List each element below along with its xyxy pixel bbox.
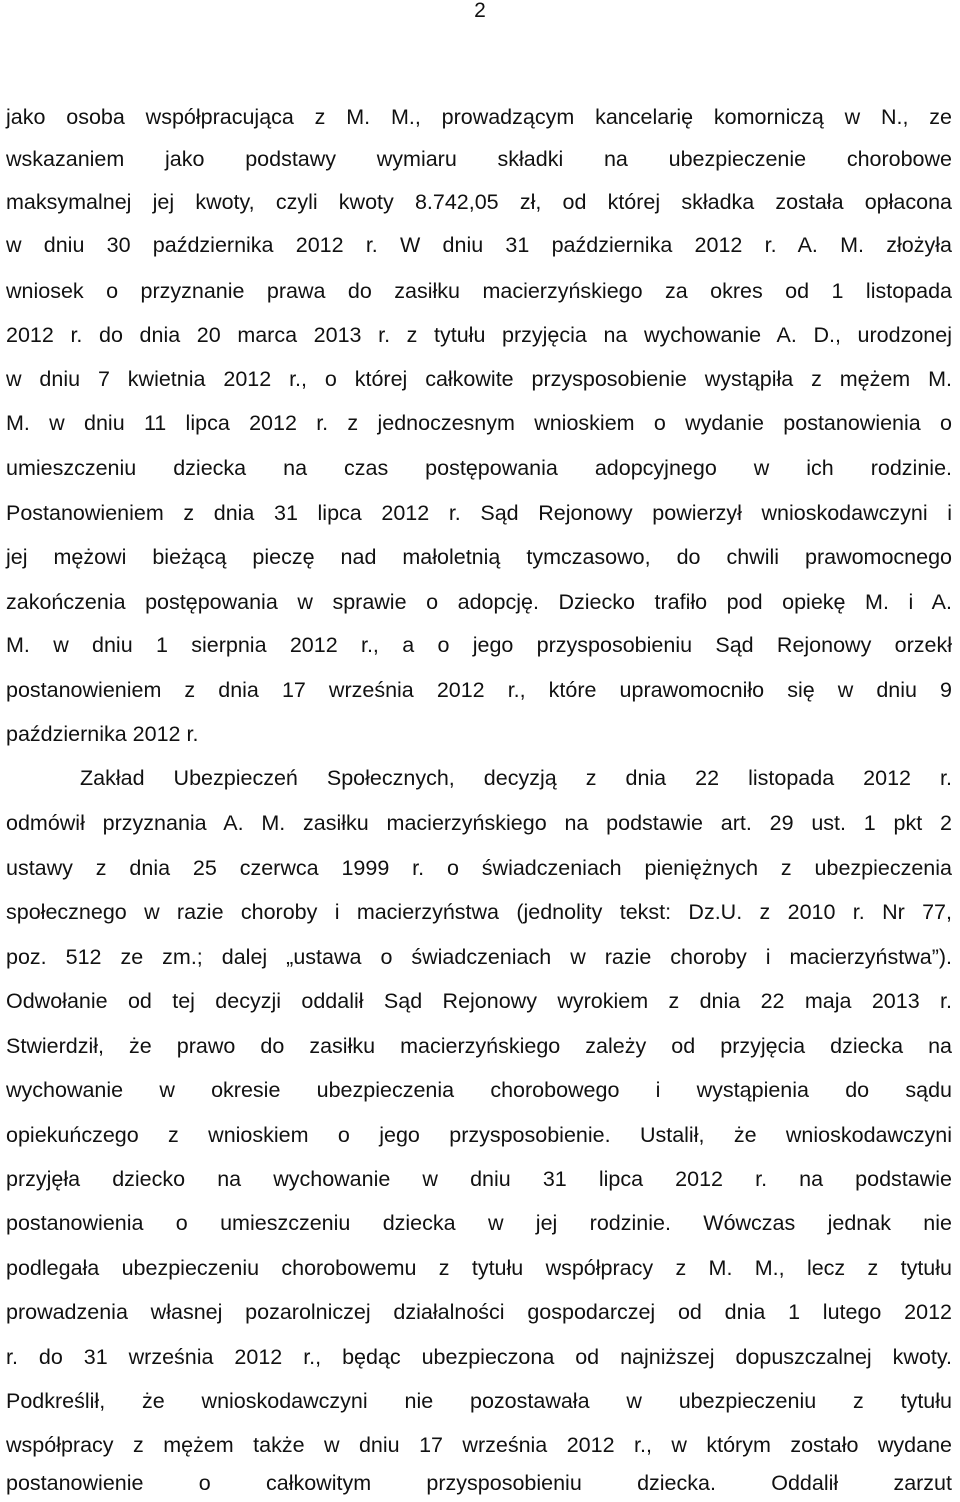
text-line: w dniu 30 października 2012 r. W dniu 31 października 2012 r. A. M. złożyła: [6, 233, 952, 257]
text-line: wskazaniem jako podstawy wymiaru składki na ubezpieczenie chorobowe: [6, 147, 952, 171]
text-line: r. do 31 września 2012 r., będąc ubezpieczona od najniższej dopuszczalnej kwoty.: [6, 1345, 952, 1369]
text-line: Odwołanie od tej decyzji oddalił Sąd Rejonowy wyrokiem z dnia 22 maja 2013 r.: [6, 989, 952, 1013]
text-line: podlegała ubezpieczeniu chorobowemu z tytułu współpracy z M. M., lecz z tytułu: [6, 1256, 952, 1280]
text-line: M. w dniu 11 lipca 2012 r. z jednoczesnym wnioskiem o wydanie postanowienia o: [6, 411, 952, 435]
text-line: Postanowieniem z dnia 31 lipca 2012 r. Sąd Rejonowy powierzył wnioskodawczyni i: [6, 501, 952, 525]
text-line: 2012 r. do dnia 20 marca 2013 r. z tytułu przyjęcia na wychowanie A. D., urodzonej: [6, 323, 952, 347]
text-line: października 2012 r.: [6, 722, 199, 746]
text-line: opiekuńczego z wnioskiem o jego przysposobienie. Ustalił, że wnioskodawczyni: [6, 1123, 952, 1147]
text-line: M. w dniu 1 sierpnia 2012 r., a o jego przysposobieniu Sąd Rejonowy orzekł: [6, 633, 952, 657]
text-line: umieszczeniu dziecka na czas postępowania adopcyjnego w ich rodzinie.: [6, 456, 952, 480]
text-line: ustawy z dnia 25 czerwca 1999 r. o świadczeniach pieniężnych z ubezpieczenia: [6, 856, 952, 880]
text-line: w dniu 7 kwietnia 2012 r., o której całkowite przysposobienie wystąpiła z mężem M.: [6, 367, 952, 391]
text-line: maksymalnej jej kwoty, czyli kwoty 8.742,05 zł, od której składka została opłacona: [6, 190, 952, 214]
text-line: wychowanie w okresie ubezpieczenia chorobowego i wystąpienia do sądu: [6, 1078, 952, 1102]
text-line: postanowieniem z dnia 17 września 2012 r., które uprawomocniło się w dniu 9: [6, 678, 952, 702]
text-line: jej mężowi bieżącą pieczę nad małoletnią tymczasowo, do chwili prawomocnego: [6, 545, 952, 569]
text-line: Stwierdził, że prawo do zasiłku macierzyńskiego zależy od przyjęcia dziecka na: [6, 1034, 952, 1058]
text-line: jako osoba współpracująca z M. M., prowadzącym kancelarię komorniczą w N., ze: [6, 105, 952, 129]
text-line: wniosek o przyznanie prawa do zasiłku macierzyńskiego za okres od 1 listopada: [6, 279, 952, 303]
text-line: poz. 512 ze zm.; dalej „ustawa o świadczeniach w razie choroby i macierzyństwa”).: [6, 945, 952, 969]
paragraph-first-line: Zakład Ubezpieczeń Społecznych, decyzją z dnia 22 listopada 2012 r.: [80, 766, 952, 790]
text-line: przyjęła dziecko na wychowanie w dniu 31 lipca 2012 r. na podstawie: [6, 1167, 952, 1191]
text-line: współpracy z mężem także w dniu 17 września 2012 r., w którym zostało wydane: [6, 1433, 952, 1457]
text-line: prowadzenia własnej pozarolniczej działalności gospodarczej od dnia 1 lutego 2012: [6, 1300, 952, 1324]
text-line: postanowienie o całkowitym przysposobieniu dziecka. Oddalił zarzut: [6, 1471, 952, 1495]
text-line: Podkreślił, że wnioskodawczyni nie pozostawała w ubezpieczeniu z tytułu: [6, 1389, 952, 1413]
page-number: 2: [474, 0, 486, 22]
text-line: społecznego w razie choroby i macierzyństwa (jednolity tekst: Dz.U. z 2010 r. Nr 77,: [6, 900, 952, 924]
text-line: odmówił przyznania A. M. zasiłku macierzyńskiego na podstawie art. 29 ust. 1 pkt 2: [6, 811, 952, 835]
text-line: postanowienia o umieszczeniu dziecka w jej rodzinie. Wówczas jednak nie: [6, 1211, 952, 1235]
text-line: zakończenia postępowania w sprawie o adopcję. Dziecko trafiło pod opiekę M. i A.: [6, 590, 952, 614]
